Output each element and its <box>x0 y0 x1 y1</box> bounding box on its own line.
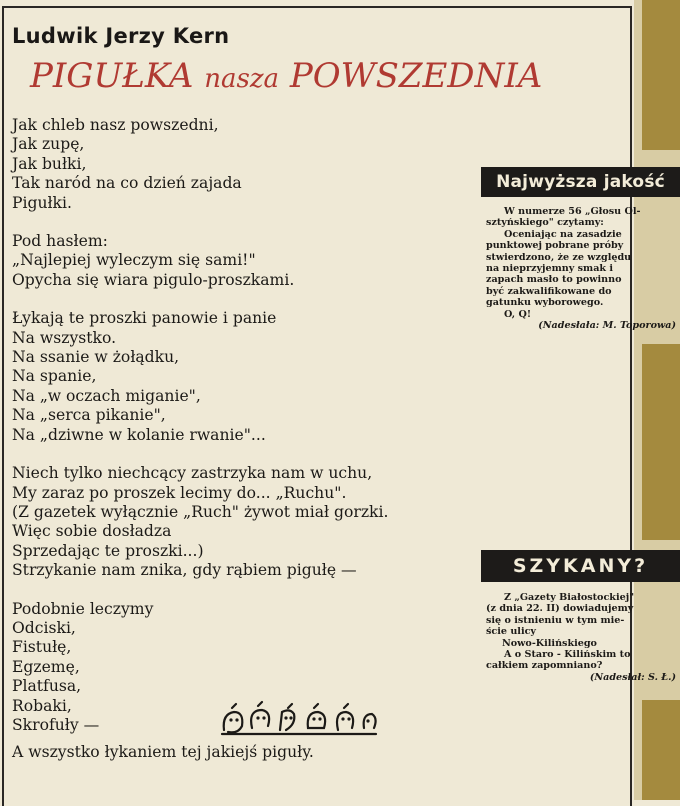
poem-line: Skrofuły — <box>12 715 100 734</box>
gold-stripe-top <box>642 0 680 150</box>
poem-body <box>12 116 482 763</box>
poem-line: Odciski, <box>12 618 76 637</box>
box1-line: W numerze 56 „Głosu Ol- <box>504 206 641 217</box>
box1-line: Oceniając na zasadzie <box>504 228 622 240</box>
poem-line: Na wszystko. <box>12 328 117 347</box>
box2-signature: (Nadesłał: S. Ł.) <box>589 671 676 683</box>
poem-line: Jak zupę, <box>12 135 85 154</box>
poem-line: (Z gazetek wyłącznie „Ruch" żywot miał gorzki. <box>12 502 389 521</box>
box2-line: całkiem zapomniano? <box>486 660 603 672</box>
poem-line: Podobnie leczymy <box>12 599 154 618</box>
box2-line: ście ulicy <box>486 626 537 638</box>
stanza-2 <box>12 232 482 290</box>
box2-line: (z dnia 22. II) dowiadujemy <box>486 603 634 615</box>
stanza-1 <box>12 116 482 213</box>
poem-line: Sprzedając te proszki...) <box>12 541 204 560</box>
poem-line: „Najlepiej wyleczym się sami!" <box>12 251 256 270</box>
box1-line: O, Q! <box>504 308 532 320</box>
box1-line: stwierdzono, że ze względu <box>486 251 632 263</box>
box1-body <box>486 206 680 331</box>
poem-line: Łykają te proszki panowie i panie <box>12 309 277 328</box>
stanza-4 <box>12 464 482 580</box>
poem-line: Fistułę, <box>12 638 72 657</box>
box1-signature: (Nadesłała: M. Toporowa) <box>538 320 676 332</box>
box2-line: się o istnieniu w tym mie- <box>486 614 625 626</box>
box1-line: punktowej pobrane próby <box>486 240 624 252</box>
poem-line: Pigułki. <box>12 193 72 212</box>
poem-line: Jak bułki, <box>12 154 87 173</box>
poem-line: Na „serca pikanie", <box>12 406 166 425</box>
box1-heading: Najwyższa jakość <box>481 167 680 197</box>
poem-line: Platfusa, <box>12 677 82 696</box>
author-name: Ludwik Jerzy Kern <box>12 24 230 48</box>
box1-line: gatunku wyborowego. <box>486 297 604 309</box>
pill-figures-illustration <box>218 700 378 740</box>
box2-heading: SZYKANY? <box>481 550 680 582</box>
box2-body <box>486 592 680 683</box>
article-title <box>30 56 542 96</box>
title-word-2: nasza <box>204 64 280 94</box>
poem-line: Na spanie, <box>12 367 97 386</box>
title-word-1: PIGUŁKA <box>30 56 194 96</box>
poem-line: Pod hasłem: <box>12 232 108 251</box>
box2-line: Nowo-Kilińskiego <box>502 637 597 649</box>
box2-line: A o Staro - Kilińskim to <box>504 649 631 661</box>
poem-line: Więc sobie dosładza <box>12 522 172 541</box>
poem-line: Opycha się wiara pigulo-proszkami. <box>12 270 295 289</box>
poem-line: Strzykanie nam znika, gdy rąbiem pigułę — <box>12 561 357 580</box>
poem-line: Egzemę, <box>12 657 80 676</box>
poem-line: Jak chleb nasz powszedni, <box>12 116 219 134</box>
gold-stripe-bottom <box>642 700 680 800</box>
poem-line: My zaraz po proszek lecimy do... „Ruchu". <box>12 483 347 502</box>
title-word-3: POWSZEDNIA <box>289 56 543 96</box>
poem-line: Niech tylko niechcący zastrzyka nam w uchu, <box>12 464 373 483</box>
poem-line: Tak naród na co dzień zajada <box>12 174 242 193</box>
poem-line: Na „w oczach miganie", <box>12 386 201 405</box>
box1-line: zapach masło to powinno <box>486 274 622 286</box>
poem-last-line: A wszystko łykaniem tej jakiejś piguły. <box>12 743 314 762</box>
poem-line: Na „dziwne w kolanie rwanie"... <box>12 425 266 444</box>
gold-stripe-middle <box>642 344 680 540</box>
box1-line: na nieprzyjemny smak i <box>486 263 614 275</box>
poem-line: Na ssanie w żołądku, <box>12 348 180 367</box>
box1-line: być zakwalifikowane do <box>486 285 612 297</box>
stanza-3 <box>12 309 482 445</box>
box1-line: sztyńskiego" czytamy: <box>486 217 604 229</box>
poem-line: Robaki, <box>12 696 72 715</box>
box2-line: Z „Gazety Białostockiej" <box>504 592 635 603</box>
